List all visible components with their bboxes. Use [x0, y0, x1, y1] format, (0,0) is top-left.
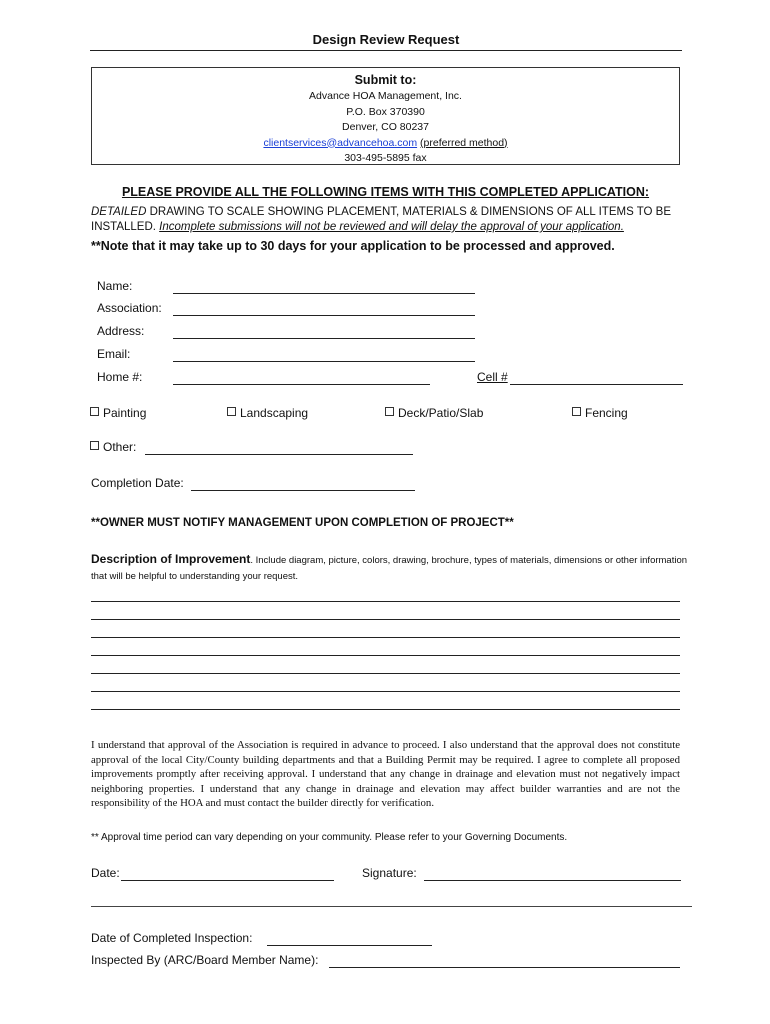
cell-field[interactable] — [510, 384, 683, 385]
checkbox-icon[interactable] — [572, 407, 581, 416]
warning-text: Incomplete submissions will not be reviewed and will delay the approval of your application. — [159, 221, 624, 233]
detail-text: DRAWING TO SCALE SHOWING PLACEMENT, MATERIALS & DIMENSIONS OF ALL ITEMS TO BE INSTALLED. — [91, 206, 672, 233]
other-option[interactable] — [90, 440, 136, 454]
fencing-label: Fencing — [585, 406, 628, 420]
email-note: (preferred method) — [420, 136, 508, 149]
description-line[interactable] — [91, 655, 680, 656]
fencing-option[interactable] — [572, 406, 628, 420]
name-label: Name: — [97, 279, 133, 293]
painting-option[interactable] — [90, 406, 146, 420]
checkbox-icon[interactable] — [227, 407, 236, 416]
submit-to-box — [91, 67, 680, 165]
other-label: Other: — [103, 440, 137, 454]
landscaping-label: Landscaping — [240, 406, 309, 420]
description-instructions — [91, 551, 691, 585]
description-line[interactable] — [91, 709, 680, 710]
inspection-date-field[interactable] — [267, 945, 432, 946]
inspected-by-label: Inspected By (ARC/Board Member Name): — [91, 953, 319, 967]
checkbox-icon[interactable] — [385, 407, 394, 416]
name-field[interactable] — [173, 293, 475, 294]
association-field[interactable] — [173, 315, 475, 316]
owner-notice: **OWNER MUST NOTIFY MANAGEMENT UPON COMPLETION OF PROJECT** — [91, 517, 514, 529]
instructions-heading: PLEASE PROVIDE ALL THE FOLLOWING ITEMS WITH THIS COMPLETED APPLICATION: — [121, 185, 650, 199]
painting-label: Painting — [103, 406, 147, 420]
other-field[interactable] — [145, 454, 413, 455]
completion-date-field[interactable] — [191, 490, 415, 491]
company-name: Advance HOA Management, Inc. — [309, 90, 462, 102]
inspected-by-field[interactable] — [329, 967, 680, 968]
description-label: Description of Improvement — [91, 552, 251, 566]
description-line[interactable] — [91, 601, 680, 602]
description-line[interactable] — [91, 637, 680, 638]
completion-date-label: Completion Date: — [91, 476, 184, 490]
address-field[interactable] — [173, 338, 475, 339]
landscaping-option[interactable] — [227, 406, 308, 420]
email-field[interactable] — [173, 361, 475, 362]
signature-label: Signature: — [362, 866, 417, 880]
deck-label: Deck/Patio/Slab — [398, 406, 484, 420]
inspection-date-label: Date of Completed Inspection: — [91, 931, 253, 945]
city-line: Denver, CO 80237 — [342, 121, 429, 133]
description-line[interactable] — [91, 673, 680, 674]
home-phone-label: Home #: — [97, 370, 143, 384]
instructions-detail — [91, 205, 691, 235]
association-label: Association: — [97, 301, 162, 315]
acknowledgement-text: I understand that approval of the Association is required in advance to proceed. I also understand that the approval does not constitute approval of the local City/County building departments and that a Building Permit may be required. I agree to complete all proposed improvements promptly after receiving approval. I understand that any change in drainage and elevation must not negatively impact neighboring properties. I understand that any change in drainage and elevation may affect builder warranties and are not the responsibility of the HOA and must contact the builder directly for verification. — [91, 739, 680, 810]
processing-note: **Note that it may take up to 30 days for your application to be processed and approved. — [91, 239, 615, 253]
submit-heading: Submit to: — [354, 73, 417, 87]
divider — [91, 906, 692, 907]
detailed-word: DETAILED — [91, 206, 147, 218]
home-phone-field[interactable] — [173, 384, 430, 385]
cell-label: Cell # — [477, 370, 508, 384]
checkbox-icon[interactable] — [90, 441, 99, 450]
email-link[interactable]: clientservices@advancehoa.com — [263, 136, 418, 149]
page-title: Design Review Request — [90, 32, 682, 51]
description-help: . Include diagram, picture, colors, drawing, brochure, types of materials, dimensions or other information that will be helpful to understanding your request. — [91, 555, 688, 582]
fax-number: 303-495-5895 fax — [344, 152, 427, 164]
po-box: P.O. Box 370390 — [346, 105, 425, 118]
description-line[interactable] — [91, 691, 680, 692]
checkbox-icon[interactable] — [90, 407, 99, 416]
date-label: Date: — [91, 866, 120, 880]
address-label: Address: — [97, 324, 145, 338]
email-label: Email: — [97, 347, 131, 361]
deck-option[interactable] — [385, 406, 483, 420]
date-field[interactable] — [121, 880, 334, 881]
approval-note: ** Approval time period can vary depending on your community. Please refer to your Governing Documents. — [91, 832, 568, 843]
description-line[interactable] — [91, 619, 680, 620]
signature-field[interactable] — [424, 880, 681, 881]
